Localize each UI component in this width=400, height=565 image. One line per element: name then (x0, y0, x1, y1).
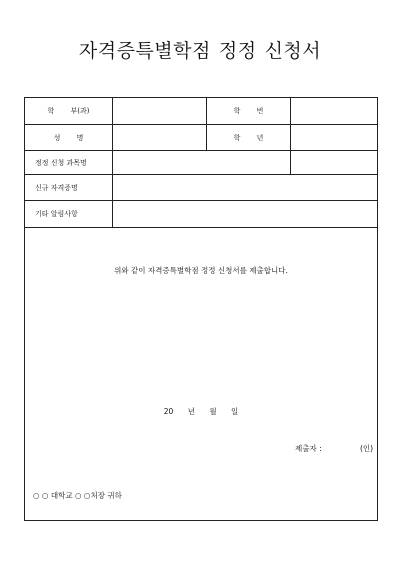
seal-label: (인) (360, 444, 374, 453)
department-field[interactable] (113, 98, 207, 124)
student-id-label: 학 번 (207, 98, 291, 124)
correction-subject-field[interactable] (113, 151, 291, 174)
title-part-3: 신청서 (264, 40, 322, 62)
addressee: ○ ○ 대학교 ○ ○처장 귀하 (33, 491, 122, 500)
name-label: 성 명 (25, 125, 113, 150)
new-certificate-field[interactable] (113, 175, 377, 200)
submission-date: 20 년 월 일 (163, 407, 239, 416)
correction-subject-extra-field[interactable] (291, 151, 377, 174)
student-id-field[interactable] (291, 98, 377, 124)
other-notes-field[interactable] (113, 201, 377, 227)
form-row-correction-subject (25, 151, 377, 175)
department-label: 학 부(과) (25, 98, 113, 124)
title-part-2: 정정 (218, 40, 257, 62)
submission-statement: 위와 같이 자격증특별학점 정정 신청서를 제출합니다. (114, 266, 288, 275)
form-row-new-certificate (25, 175, 377, 201)
form-row-department (25, 98, 377, 125)
form-row-name (25, 125, 377, 151)
document-title (0, 36, 400, 63)
name-field[interactable] (113, 125, 207, 150)
new-certificate-label: 신규 자격증명 (25, 175, 113, 200)
year-label: 학 년 (207, 125, 291, 150)
correction-subject-label: 정정 신청 과목명 (25, 151, 113, 174)
year-field[interactable] (291, 125, 377, 150)
title-part-1: 자격증특별학점 (78, 40, 211, 62)
applicant-label: 제출자 : (295, 444, 322, 453)
application-form (24, 97, 378, 521)
form-row-other-notes (25, 201, 377, 228)
other-notes-label: 기타 알림사항 (25, 201, 113, 227)
